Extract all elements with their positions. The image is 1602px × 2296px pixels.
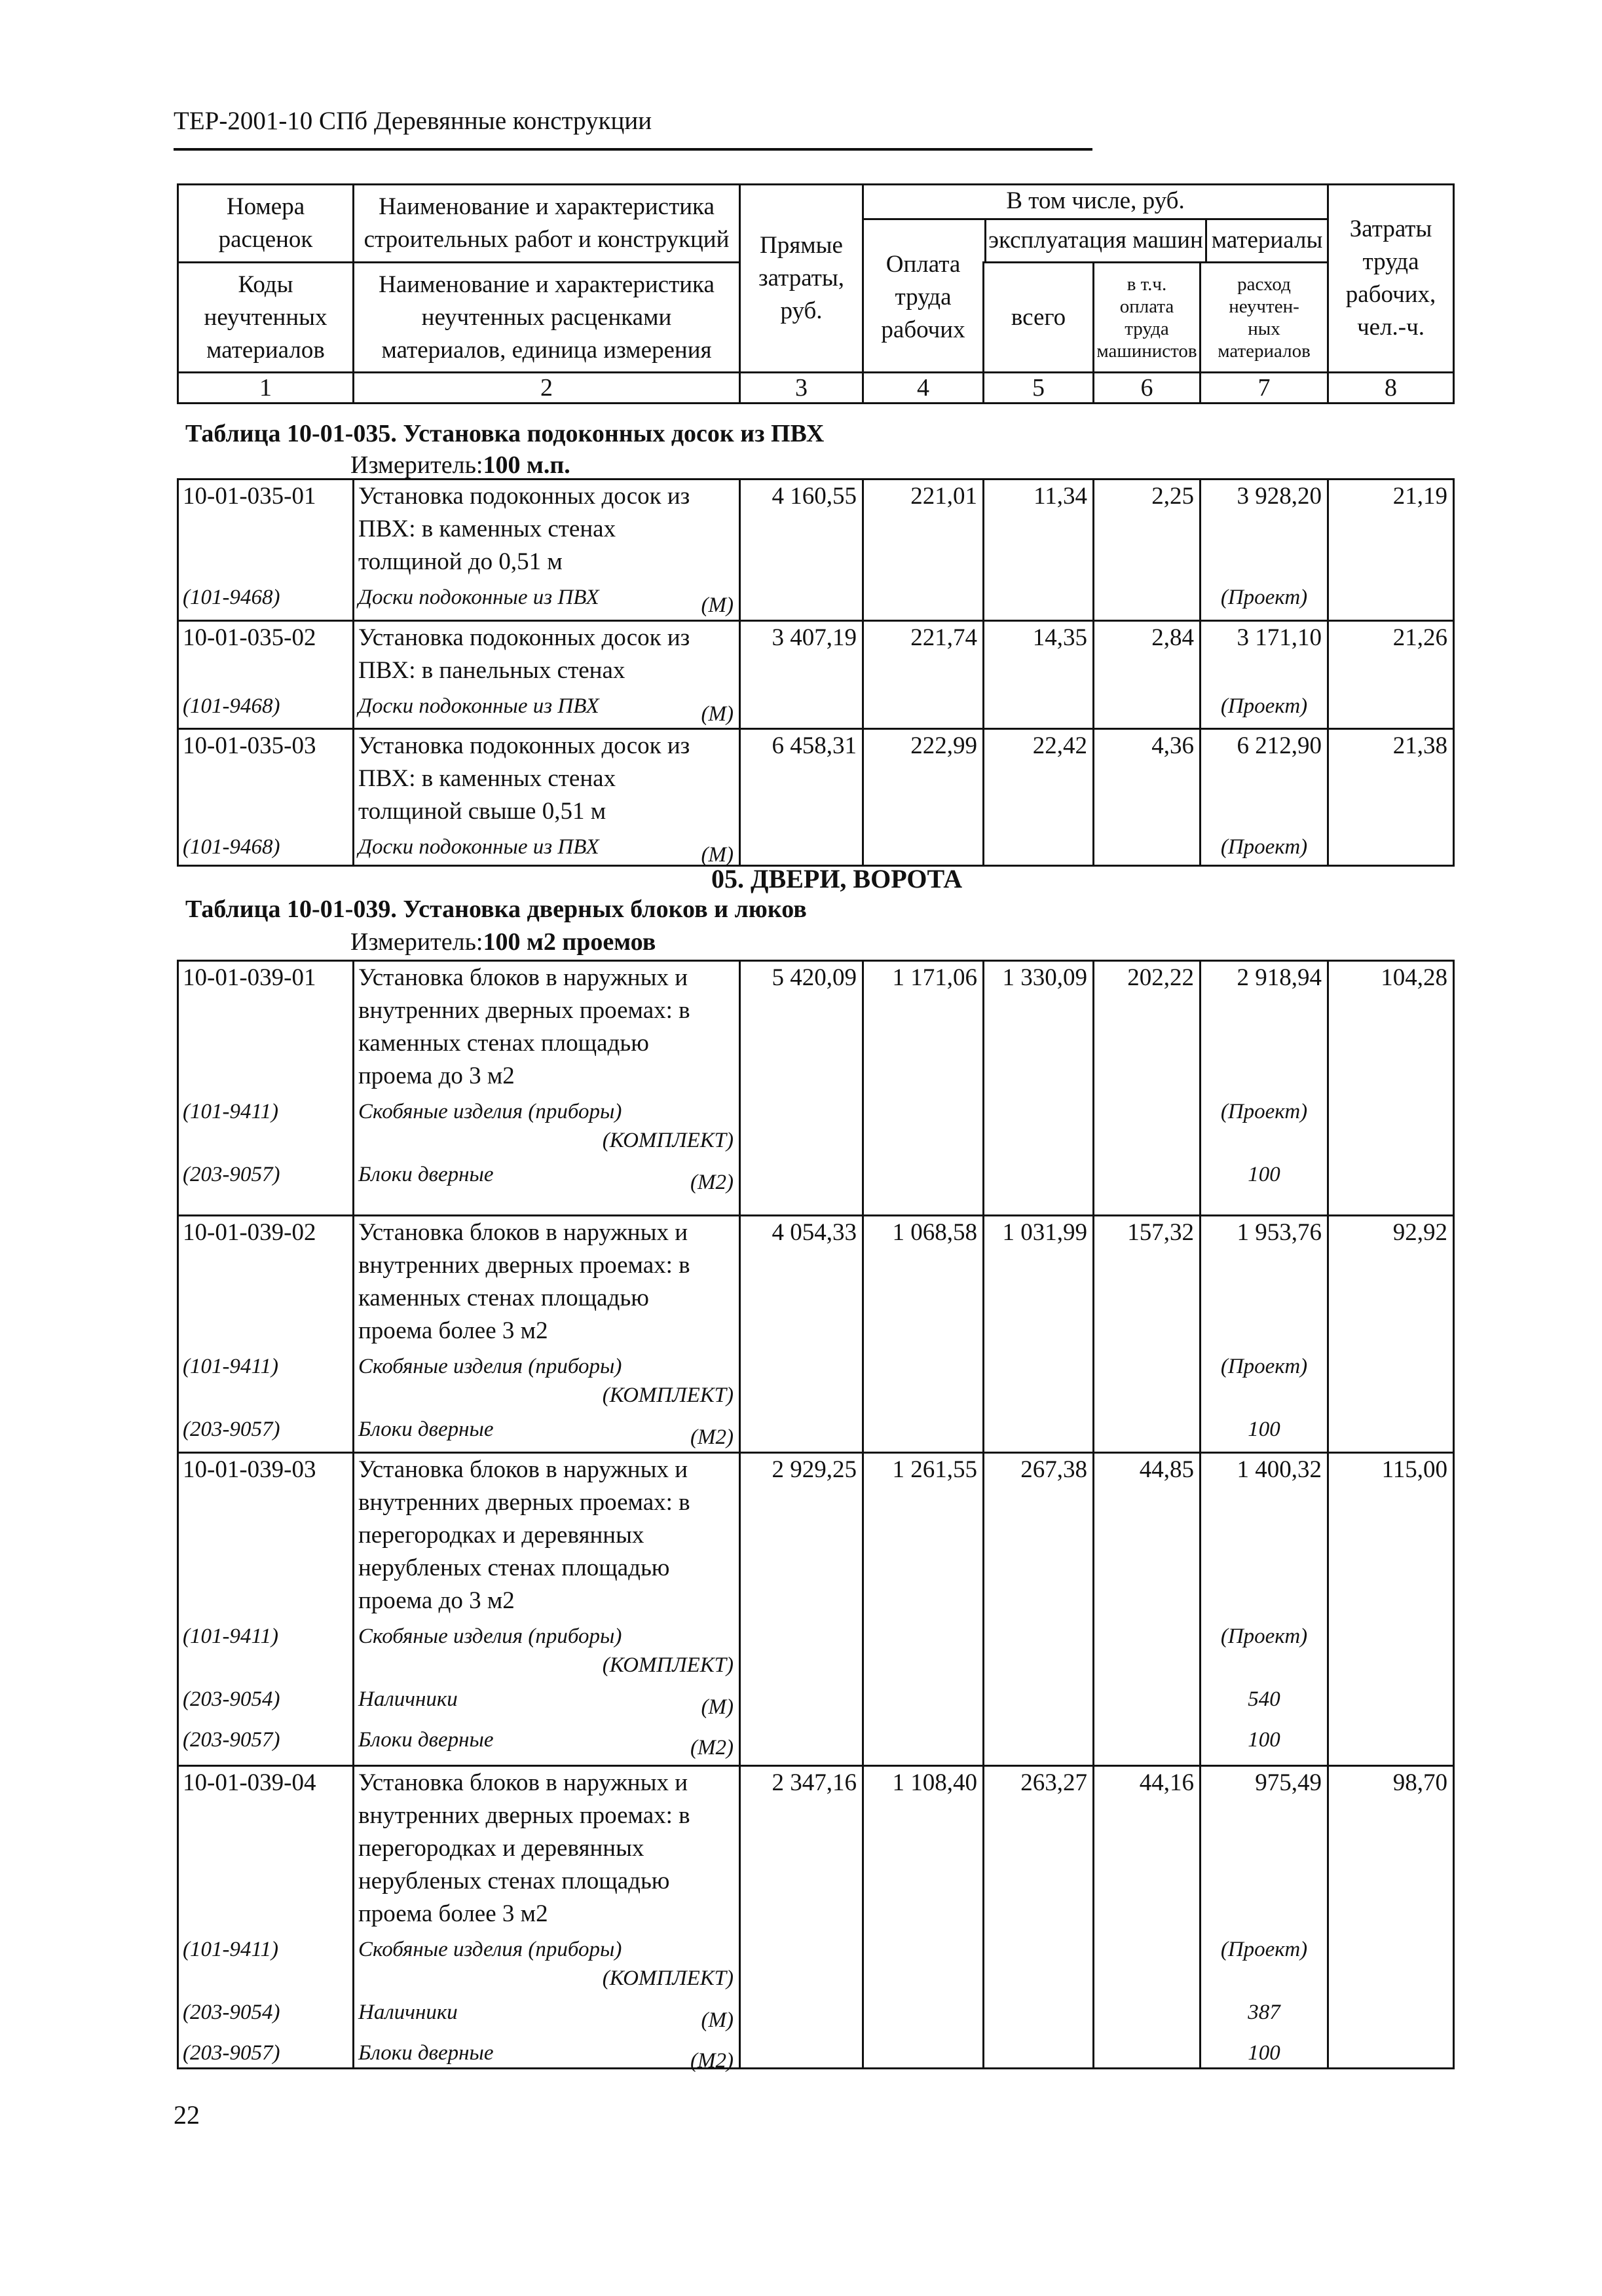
- material-unit: (М): [701, 843, 734, 867]
- material-name: Наличники: [358, 1687, 458, 1711]
- material-unit: (М2): [690, 1425, 734, 1449]
- work-name-line: Установка подоконных досок из: [358, 732, 690, 759]
- rate-code-cell: [178, 621, 354, 729]
- rate-code: 10-01-035-02: [183, 624, 316, 651]
- hdr-machines-total: всего: [984, 263, 1094, 373]
- value-c6: 2,84: [1094, 621, 1201, 729]
- material-unit: (М): [701, 2008, 734, 2032]
- value-c5: 1 031,99: [984, 1216, 1094, 1453]
- value-c4: 1 108,40: [863, 1766, 984, 2069]
- work-name-line: Установка подоконных досок из: [358, 483, 690, 510]
- labor-hours: 104,28: [1328, 961, 1454, 1216]
- work-name-line: внутренних дверных проемах: в: [358, 1802, 690, 1829]
- material-code: (101-9468): [183, 835, 280, 859]
- rate-code: 10-01-035-01: [183, 483, 316, 510]
- work-name-line: нерубленых стенах площадью: [358, 1868, 670, 1894]
- hdr-work-name: Наименование и характеристика строительных работ и конструкций: [354, 185, 740, 263]
- material-code: (203-9057): [183, 1418, 280, 1441]
- rate-code: 10-01-039-02: [183, 1219, 316, 1246]
- material-name: Скобяные изделия (приборы): [358, 1625, 622, 1648]
- material-name: Доски подоконные из ПВХ: [358, 835, 599, 859]
- material-qty: 100: [1248, 1418, 1280, 1441]
- material-qty: (Проект): [1220, 586, 1308, 609]
- material-name: Доски подоконные из ПВХ: [358, 586, 599, 609]
- value-c4: 221,01: [863, 480, 984, 621]
- rate-code: 10-01-039-01: [183, 964, 316, 991]
- table1-caption: Таблица 10-01-035. Установка подоконных досок из ПВХ: [185, 420, 825, 447]
- rate-code-cell: [178, 1766, 354, 2069]
- work-name-line: ПВХ: в панельных стенах: [358, 657, 625, 684]
- material-unit: (М2): [690, 1736, 734, 1760]
- material-code: (101-9468): [183, 586, 280, 609]
- value-c6: 44,85: [1094, 1453, 1201, 1766]
- value-c5: 1 330,09: [984, 961, 1094, 1216]
- material-code: (203-9057): [183, 2041, 280, 2065]
- column-numbers-row: 1 2 3 4 5 6 7 8: [178, 373, 1454, 404]
- value-c3: 4 160,55: [740, 480, 863, 621]
- value-c4: 1 171,06: [863, 961, 984, 1216]
- material-name: Скобяные изделия (приборы): [358, 1938, 622, 1961]
- value-c3: 4 054,33: [740, 1216, 863, 1453]
- rate-code-cell: [178, 1453, 354, 1766]
- material-qty: (Проект): [1220, 1938, 1308, 1961]
- value-c5: 22,42: [984, 729, 1094, 866]
- section-title: 05. ДВЕРИ, ВОРОТА: [711, 864, 963, 894]
- work-name-line: Установка блоков в наружных и: [358, 1456, 688, 1483]
- material-unit: (М): [701, 702, 734, 726]
- value-c5: 263,27: [984, 1766, 1094, 2069]
- material-unit: (КОМПЛЕКТ): [602, 1129, 734, 1152]
- material-code: (203-9057): [183, 1728, 280, 1752]
- work-name-line: внутренних дверных проемах: в: [358, 1489, 690, 1516]
- material-unit: (М2): [690, 2049, 734, 2073]
- work-name-line: ПВХ: в каменных стенах: [358, 765, 616, 792]
- value-c3: 5 420,09: [740, 961, 863, 1216]
- labor-hours: 92,92: [1328, 1216, 1454, 1453]
- material-name: Блоки дверные: [358, 1728, 494, 1752]
- running-head: ТЕР-2001-10 СПб Деревянные конструкции: [174, 107, 652, 135]
- table-row: [178, 1766, 1454, 2069]
- materials-cost-cell: [1201, 961, 1328, 1216]
- material-code: (203-9057): [183, 1163, 280, 1186]
- work-name-line: проема до 3 м2: [358, 1587, 515, 1614]
- work-name-line: каменных стенах площадью: [358, 1285, 649, 1311]
- table-row: [178, 480, 1454, 621]
- material-qty: 100: [1248, 1728, 1280, 1752]
- material-code: (101-9411): [183, 1938, 279, 1961]
- material-unit: (М): [701, 593, 734, 617]
- labor-hours: 21,26: [1328, 621, 1454, 729]
- material-qty: 100: [1248, 1163, 1280, 1186]
- materials-cost-cell: [1201, 1453, 1328, 1766]
- table2-caption: Таблица 10-01-039. Установка дверных блоков и люков: [185, 895, 807, 923]
- work-name-line: перегородках и деревянных: [358, 1522, 644, 1549]
- materials-cost-cell: [1201, 621, 1328, 729]
- rate-code-cell: [178, 961, 354, 1216]
- hdr-group: В том числе, руб. эксплуатация машин материалы: [863, 185, 1328, 263]
- hdr-material-codes: Коды неучтенных материалов: [178, 263, 354, 373]
- work-name-line: внутренних дверных проемах: в: [358, 1252, 690, 1279]
- material-qty: (Проект): [1220, 1355, 1308, 1378]
- table1: [177, 478, 1455, 867]
- table-row: [178, 961, 1454, 1216]
- work-name-line: толщиной до 0,51 м: [358, 548, 563, 575]
- material-unit: (КОМПЛЕКТ): [602, 1967, 734, 1990]
- table2: [177, 960, 1455, 2073]
- table-row: [178, 1453, 1454, 1766]
- work-name-cell: [354, 729, 740, 866]
- table-row: [178, 621, 1454, 729]
- material-qty: 100: [1248, 2041, 1280, 2065]
- materials-cost: 2 918,94: [1237, 964, 1322, 991]
- materials-cost: 1 400,32: [1237, 1456, 1322, 1483]
- material-name: Наличники: [358, 2001, 458, 2024]
- work-name-line: нерубленых стенах площадью: [358, 1554, 670, 1581]
- page-number: 22: [174, 2100, 200, 2130]
- material-name: Блоки дверные: [358, 1418, 494, 1441]
- work-name-line: проема более 3 м2: [358, 1317, 548, 1344]
- material-qty: 540: [1248, 1687, 1280, 1711]
- work-name-line: внутренних дверных проемах: в: [358, 997, 690, 1024]
- hdr-labor: Затраты труда рабочих, чел.-ч.: [1328, 185, 1454, 373]
- work-name-line: Установка блоков в наружных и: [358, 964, 688, 991]
- work-name-line: Установка блоков в наружных и: [358, 1769, 688, 1796]
- material-code: (101-9468): [183, 694, 280, 718]
- labor-hours: 115,00: [1328, 1453, 1454, 1766]
- value-c5: 11,34: [984, 480, 1094, 621]
- work-name-cell: [354, 1216, 740, 1453]
- materials-cost-cell: [1201, 480, 1328, 621]
- work-name-line: проема до 3 м2: [358, 1063, 515, 1089]
- material-name: Скобяные изделия (приборы): [358, 1355, 622, 1378]
- materials-cost: 6 212,90: [1237, 732, 1322, 759]
- hdr-direct-costs: Прямые затраты, руб.: [740, 185, 863, 373]
- value-c4: 1 068,58: [863, 1216, 984, 1453]
- value-c4: 221,74: [863, 621, 984, 729]
- material-code: (101-9411): [183, 1100, 279, 1123]
- work-name-line: Установка подоконных досок из: [358, 624, 690, 651]
- materials-cost-cell: [1201, 729, 1328, 866]
- table1-measure: Измеритель:100 м.п.: [350, 451, 570, 479]
- hdr-materials: материалы: [1211, 227, 1323, 254]
- hdr-operator-wages: в т.ч. оплата труда машинистов: [1094, 263, 1201, 373]
- material-name: Скобяные изделия (приборы): [358, 1100, 622, 1123]
- table-row: [178, 1216, 1454, 1453]
- materials-cost-cell: [1201, 1216, 1328, 1453]
- work-name-line: проема более 3 м2: [358, 1900, 548, 1927]
- value-c6: 202,22: [1094, 961, 1201, 1216]
- table2-measure: Измеритель:100 м2 проемов: [350, 928, 656, 956]
- hdr-wages: Оплата труда рабочих: [863, 263, 984, 373]
- work-name-line: толщиной свыше 0,51 м: [358, 798, 606, 825]
- material-name: Доски подоконные из ПВХ: [358, 694, 599, 718]
- work-name-cell: [354, 1453, 740, 1766]
- material-name: Блоки дверные: [358, 1163, 494, 1186]
- materials-cost: 1 953,76: [1237, 1219, 1322, 1246]
- value-c4: 222,99: [863, 729, 984, 866]
- work-name-cell: [354, 621, 740, 729]
- labor-hours: 21,19: [1328, 480, 1454, 621]
- hdr-machines: эксплуатация машин: [986, 220, 1207, 261]
- rate-code: 10-01-039-03: [183, 1456, 316, 1483]
- work-name-line: перегородках и деревянных: [358, 1835, 644, 1862]
- materials-cost: 975,49: [1255, 1769, 1322, 1796]
- material-unit: (М2): [690, 1171, 734, 1194]
- material-qty: (Проект): [1220, 694, 1308, 718]
- material-qty: (Проект): [1220, 835, 1308, 859]
- value-c6: 4,36: [1094, 729, 1201, 866]
- material-qty: (Проект): [1220, 1625, 1308, 1648]
- work-name-line: Установка блоков в наружных и: [358, 1219, 688, 1246]
- hdr-unaccounted-materials: расход неучтен- ных материалов: [1201, 263, 1328, 373]
- value-c5: 14,35: [984, 621, 1094, 729]
- material-unit: (М): [701, 1695, 734, 1719]
- material-qty: (Проект): [1220, 1100, 1308, 1123]
- labor-hours: 21,38: [1328, 729, 1454, 866]
- value-c5: 267,38: [984, 1453, 1094, 1766]
- materials-cost-cell: [1201, 1766, 1328, 2069]
- work-name-cell: [354, 480, 740, 621]
- work-name-line: ПВХ: в каменных стенах: [358, 516, 616, 542]
- material-code: (101-9411): [183, 1355, 279, 1378]
- rate-code-cell: [178, 480, 354, 621]
- work-name-line: каменных стенах площадью: [358, 1030, 649, 1057]
- column-header-table: [177, 183, 1455, 404]
- rate-code: 10-01-035-03: [183, 732, 316, 759]
- material-code: (203-9054): [183, 1687, 280, 1711]
- value-c6: 44,16: [1094, 1766, 1201, 2069]
- table-row: [178, 729, 1454, 866]
- value-c6: 2,25: [1094, 480, 1201, 621]
- value-c6: 157,32: [1094, 1216, 1201, 1453]
- materials-cost: 3 171,10: [1237, 624, 1322, 651]
- hdr-material-names: Наименование и характеристика неучтенных расценками материалов, единица измерения: [354, 263, 740, 373]
- material-name: Блоки дверные: [358, 2041, 494, 2065]
- material-unit: (КОМПЛЕКТ): [602, 1383, 734, 1407]
- value-c3: 3 407,19: [740, 621, 863, 729]
- materials-cost: 3 928,20: [1237, 483, 1322, 510]
- value-c3: 6 458,31: [740, 729, 863, 866]
- value-c4: 1 261,55: [863, 1453, 984, 1766]
- value-c3: 2 347,16: [740, 1766, 863, 2069]
- material-unit: (КОМПЛЕКТ): [602, 1653, 734, 1677]
- work-name-cell: [354, 1766, 740, 2073]
- hdr-rates: Номера расценок: [178, 185, 354, 263]
- material-code: (203-9054): [183, 2001, 280, 2024]
- rate-code-cell: [178, 1216, 354, 1453]
- material-qty: 387: [1248, 2001, 1280, 2024]
- material-code: (101-9411): [183, 1625, 279, 1648]
- rate-code: 10-01-039-04: [183, 1769, 316, 1796]
- rate-code-cell: [178, 729, 354, 866]
- work-name-cell: [354, 961, 740, 1216]
- labor-hours: 98,70: [1328, 1766, 1454, 2069]
- header-rule: [174, 148, 1092, 151]
- value-c3: 2 929,25: [740, 1453, 863, 1766]
